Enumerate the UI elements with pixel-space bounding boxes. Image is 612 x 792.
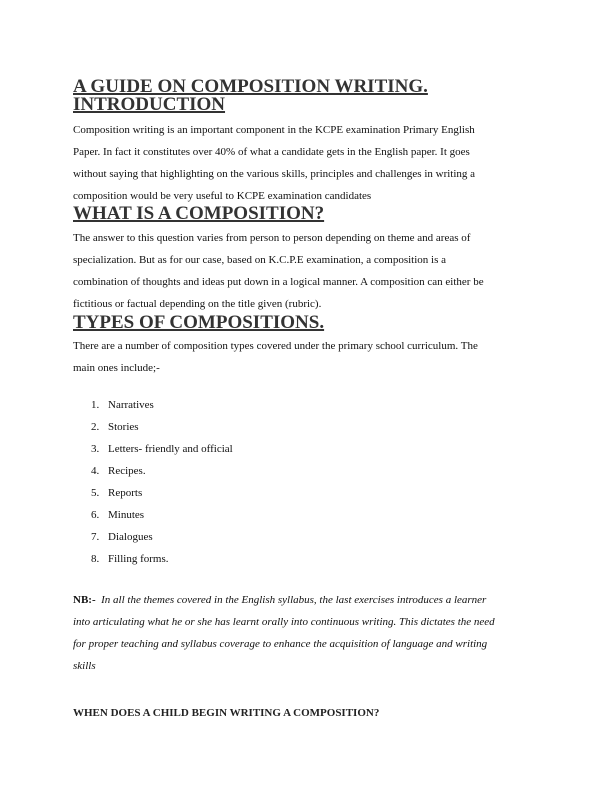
- list-item: 4. Recipes.: [91, 465, 146, 477]
- text-line: composition would be very useful to KCPE examination candidates: [73, 190, 372, 202]
- list-item: 7. Dialogues: [91, 531, 153, 543]
- text-line: Paper. In fact it constitutes over 40% of what a candidate gets in the English paper. It goes: [73, 146, 470, 158]
- text-line: The answer to this question varies from person to person depending on theme and areas of: [73, 232, 471, 244]
- when-heading: WHEN DOES A CHILD BEGIN WRITING A COMPOSITION?: [73, 707, 380, 719]
- document-title: A GUIDE ON COMPOSITION WRITING.: [73, 76, 428, 97]
- text-line: There are a number of composition types covered under the primary school curriculum. The: [73, 340, 478, 352]
- text-line: NB:- In all the themes covered in the English syllabus, the last exercises introduces a learner: [73, 594, 487, 606]
- types-list: [91, 394, 233, 570]
- list-item: 2. Stories: [91, 421, 139, 433]
- text-line: skills: [73, 660, 96, 672]
- text-line: without saying that highlighting on the various skills, principles and challenges in writing a: [73, 168, 476, 180]
- list-item: 8. Filling forms.: [91, 553, 169, 565]
- nb-label: NB:-: [73, 594, 96, 606]
- what-is-paragraph: [73, 227, 543, 315]
- text-line: main ones include;-: [73, 362, 160, 374]
- what-is-heading: WHAT IS A COMPOSITION?: [73, 203, 325, 224]
- types-paragraph: [73, 335, 543, 379]
- list-item: 5. Reports: [91, 487, 143, 499]
- introduction-paragraph: [73, 119, 543, 207]
- list-item: 1. Narratives: [91, 399, 154, 411]
- text-line: fictitious or factual depending on the title given (rubric).: [73, 298, 322, 310]
- nb-paragraph: [73, 589, 553, 677]
- types-heading: TYPES OF COMPOSITIONS.: [73, 312, 325, 333]
- list-item: 3. Letters- friendly and official: [91, 443, 233, 455]
- text-line: Composition writing is an important component in the KCPE examination Primary English: [73, 124, 475, 136]
- list-item: 6. Minutes: [91, 509, 145, 521]
- introduction-heading: INTRODUCTION: [73, 94, 226, 115]
- text-line: into articulating what he or she has learnt orally into continuous writing. This dictates the need: [73, 616, 495, 628]
- text-line: specialization. But as for our case, based on K.C.P.E examination, a composition is a: [73, 254, 447, 266]
- text-line: combination of thoughts and ideas put down in a logical manner. A composition can either be: [73, 276, 484, 288]
- text-line: for proper teaching and syllabus coverage to enhance the acquisition of language and writing: [73, 638, 488, 650]
